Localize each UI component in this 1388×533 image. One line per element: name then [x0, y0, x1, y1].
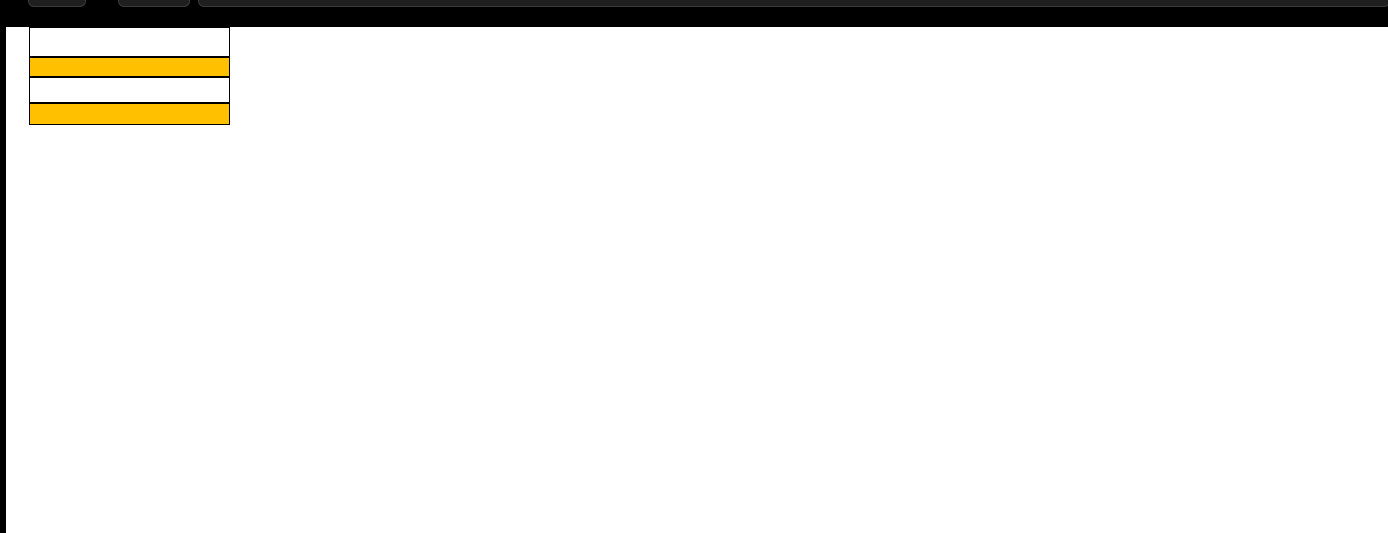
- prenom-search-label: [29, 77, 230, 103]
- sheet-tab[interactable]: [118, 0, 190, 7]
- sheet-tab[interactable]: [28, 0, 86, 7]
- sheet-tab[interactable]: [198, 0, 1388, 7]
- nom-search-input[interactable]: [29, 57, 230, 77]
- prenom-search-input[interactable]: [29, 103, 230, 125]
- nom-search-label: [29, 27, 230, 57]
- spreadsheet-grid[interactable]: [6, 27, 1388, 533]
- sheet-tab-strip: [0, 0, 1388, 10]
